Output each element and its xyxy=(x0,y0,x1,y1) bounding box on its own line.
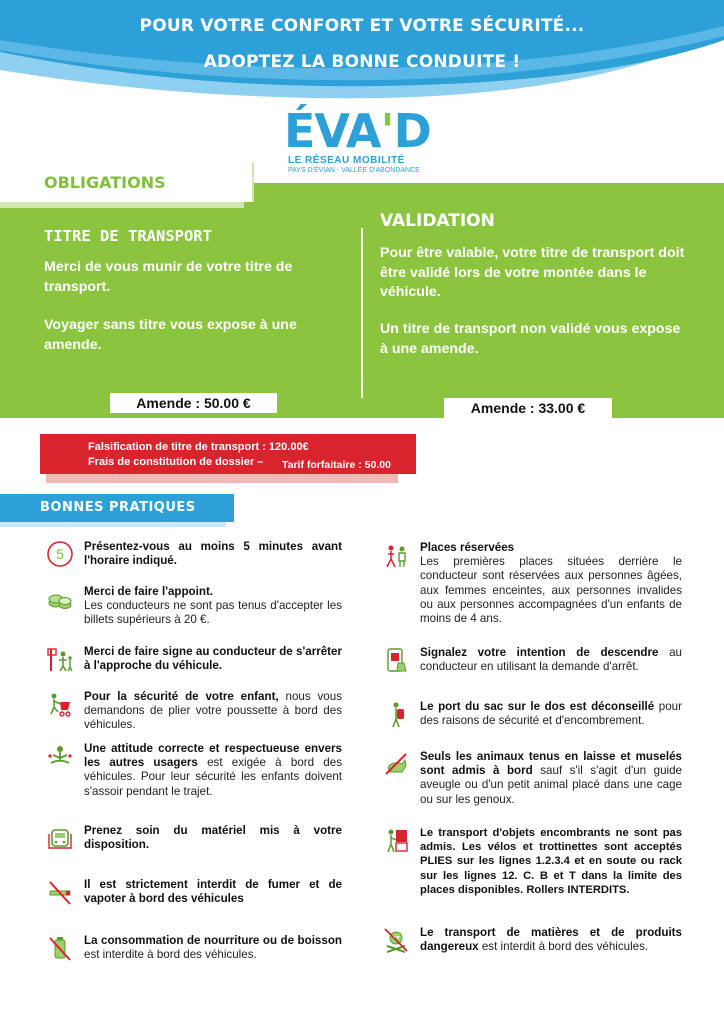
dossier-fee-text: Frais de constitution de dossier – xyxy=(88,456,264,468)
practice-text: Présentez-vous au moins 5 minutes avant l'horaire indiqué. xyxy=(84,540,342,568)
coins-icon xyxy=(46,585,74,613)
banner-title-line2: ADOPTEZ LA BONNE CONDUITE ! xyxy=(203,52,521,72)
bonnes-pratiques-underline xyxy=(0,522,226,527)
bus-care-icon xyxy=(46,824,74,852)
backpack-icon xyxy=(382,700,410,728)
practice-text: Merci de faire l'appoint. Les conducteurs ne sont pas tenus d'accepter les billets supérieurs à 20 €. xyxy=(84,585,342,627)
bonnes-pratiques-tab xyxy=(0,494,234,522)
stop-request-icon xyxy=(382,646,410,674)
practice-text: La consommation de nourriture ou de boisson est interdite à bord des véhicules. xyxy=(84,934,342,962)
practice-text: Prenez soin du matériel mis à votre disposition. xyxy=(84,824,342,852)
obligations-heading: OBLIGATIONS xyxy=(44,173,166,192)
practice-text: Le transport d'objets encombrants ne sont pas admis. Les vélos et trottinettes sont acceptés PLIES sur les lignes 1.2.3.4 et en soute ou rack sur les lignes 12. C. B et T dans la limite des places disponibles. Rollers INTERDITS. xyxy=(420,827,682,896)
titre-transport-text1: Merci de vous munir de votre titre de transport. xyxy=(44,259,293,295)
falsification-band xyxy=(40,434,416,474)
falsification-text: Falsification de titre de transport : 120.00€ xyxy=(88,441,309,453)
validation-text1: Pour être valable, votre titre de transport doit être validé lors de votre montée dans le véhicule. xyxy=(380,245,685,300)
no-animals-icon xyxy=(382,750,410,778)
clock-5-icon xyxy=(46,540,74,568)
validation-text2: Un titre de transport non validé vous expose à une amende. xyxy=(380,321,681,357)
no-food-icon xyxy=(46,934,74,962)
header-banner xyxy=(0,0,724,115)
practice-text: Le transport de matières et de produits dangereux est interdit à bord des véhicules. xyxy=(420,926,682,954)
fine-badge-validation: Amende : 33.00 € xyxy=(444,398,612,418)
validation-heading: VALIDATION xyxy=(380,211,495,231)
banner-title-line1: POUR VOTRE CONFORT ET VOTRE SÉCURITÉ... xyxy=(139,16,585,36)
practice-text: Signalez votre intention de descendre au conducteur en utilisant la demande d'arrêt. xyxy=(420,646,682,674)
bus-stop-wave-icon xyxy=(46,645,74,673)
hazardous-icon xyxy=(382,926,410,954)
obligations-divider xyxy=(361,228,363,398)
titre-transport-text2: Voyager sans titre vous expose à une amende. xyxy=(44,317,297,353)
svg-text:5: 5 xyxy=(56,546,64,562)
priority-seat-icon xyxy=(382,541,410,569)
obligations-tab xyxy=(0,162,254,206)
flat-rate-text: Tarif forfaitaire : 50.00 xyxy=(282,459,391,471)
stroller-icon xyxy=(46,690,74,718)
titre-transport-heading: TITRE DE TRANSPORT xyxy=(44,227,212,245)
practice-text: Merci de faire signe au conducteur de s'arrêter à l'approche du véhicule. xyxy=(84,645,342,673)
logo-tagline: LE RÉSEAU MOBILITÉ xyxy=(288,155,405,166)
bulky-objects-icon xyxy=(382,826,410,854)
logo-wordmark: ÉVA'D xyxy=(284,104,431,158)
no-smoking-icon xyxy=(46,878,74,906)
practice-text: Le port du sac sur le dos est déconseillé pour des raisons de sécurité et d'encombrement. xyxy=(420,700,682,728)
practice-text: Places réservées Les premières places situées derrière le conducteur sont réservées aux personnes âgées, aux femmes enceintes, aux personnes invalides ou aux personnes accompagnées d'un enfants de moins de 4 ans. xyxy=(420,541,682,626)
practice-text: Pour la sécurité de votre enfant, nous vous demandons de plier votre poussette à bord des véhicules. xyxy=(84,690,342,732)
bonnes-pratiques-heading: BONNES PRATIQUES xyxy=(40,500,196,515)
meditation-icon xyxy=(46,742,74,770)
practice-text: Une attitude correcte et respectueuse envers les autres usagers est exigée à bord des véhicules. Pour leur sécurité les enfants doivent s'assoir pendant le trajet. xyxy=(84,742,342,798)
practice-text: Seuls les animaux tenus en laisse et muselés sont admis à bord sauf s'il s'agit d'un guide aveugle ou d'un petit animal placé dans une cage ou sur les genoux. xyxy=(420,750,682,806)
logo-region: PAYS D'ÉVIAN - VALLÉE D'ABONDANCE xyxy=(288,167,420,174)
eva-d-logo xyxy=(284,104,444,178)
fine-badge-titre: Amende : 50.00 € xyxy=(110,393,277,413)
practice-text: Il est strictement interdit de fumer et de vapoter à bord des véhicules xyxy=(84,878,342,906)
